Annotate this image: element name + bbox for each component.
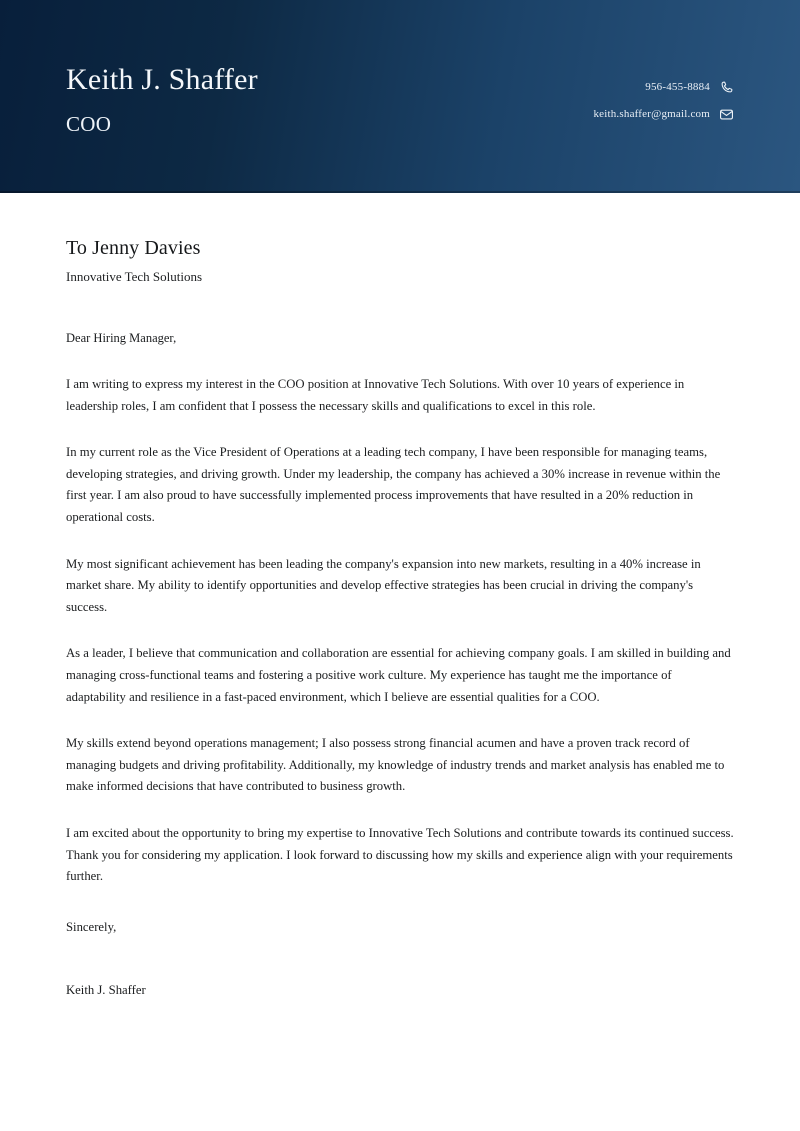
salutation: Dear Hiring Manager, <box>66 331 177 345</box>
letter-header <box>0 0 800 193</box>
closing-line: Sincerely, <box>66 919 117 934</box>
letter-paragraph: I am excited about the opportunity to bring my expertise to Innovative Tech Solutions and contribute towards its continued success. Thank you for considering my application. I look forward to discussing how my skills and experience align with your requirements further. <box>66 825 734 884</box>
letter-paragraph: In my current role as the Vice President of Operations at a leading tech company, I have been responsible for managing teams, developing strategies, and driving growth. Under my leadership, the company has achieved a 30% increase in revenue within the first year. I am also proud to have successfully implemented process improvements that have resulted in a 20% reduction in operational costs. <box>66 445 721 524</box>
candidate-name: Keith J. Shaffer <box>66 63 258 96</box>
signature-name: Keith J. Shaffer <box>66 983 146 998</box>
letter-paragraphs <box>66 374 734 888</box>
recipient-name: To Jenny Davies <box>66 237 201 259</box>
letter-paragraph: My most significant achievement has been leading the company's expansion into new markets, resulting in a 40% increase in market share. My ability to identify opportunities and develop effective strategies has been crucial in driving the company's success. <box>66 556 701 614</box>
letter-body <box>66 193 734 1002</box>
contact-phone-text: 956-455-8884 <box>645 81 710 93</box>
contact-phone[interactable] <box>645 80 734 95</box>
candidate-identity <box>66 62 258 136</box>
letter-paragraph: As a leader, I believe that communication and collaboration are essential for achieving company goals. I am skilled in building and managing cross-functional teams and fostering a positive work culture. My experience has taught me the importance of adaptability and resilience in a fast-paced environment, which I believe are essential qualities for a COO. <box>66 646 731 704</box>
envelope-icon <box>719 107 734 122</box>
contact-email-text: keith.shaffer@gmail.com <box>593 108 710 120</box>
contact-email[interactable] <box>593 107 734 122</box>
recipient-block <box>66 193 734 285</box>
letter-paragraph: My skills extend beyond operations management; I also possess strong financial acumen and have a proven track record of managing budgets and driving profitability. Additionally, my knowledge of industry trends and market analysis has enabled me to make informed decisions that have contributed to business growth. <box>66 736 725 794</box>
candidate-job-title: COO <box>66 112 112 136</box>
phone-icon <box>719 80 734 95</box>
letter-paragraph: I am writing to express my interest in the COO position at Innovative Tech Solutions. With over 10 years of experience in leadership roles, I am confident that I possess the necessary skills and qualifications to excel in this role. <box>66 377 685 413</box>
contact-details <box>593 80 734 122</box>
recipient-company: Innovative Tech Solutions <box>66 269 203 284</box>
header-content <box>66 0 734 193</box>
